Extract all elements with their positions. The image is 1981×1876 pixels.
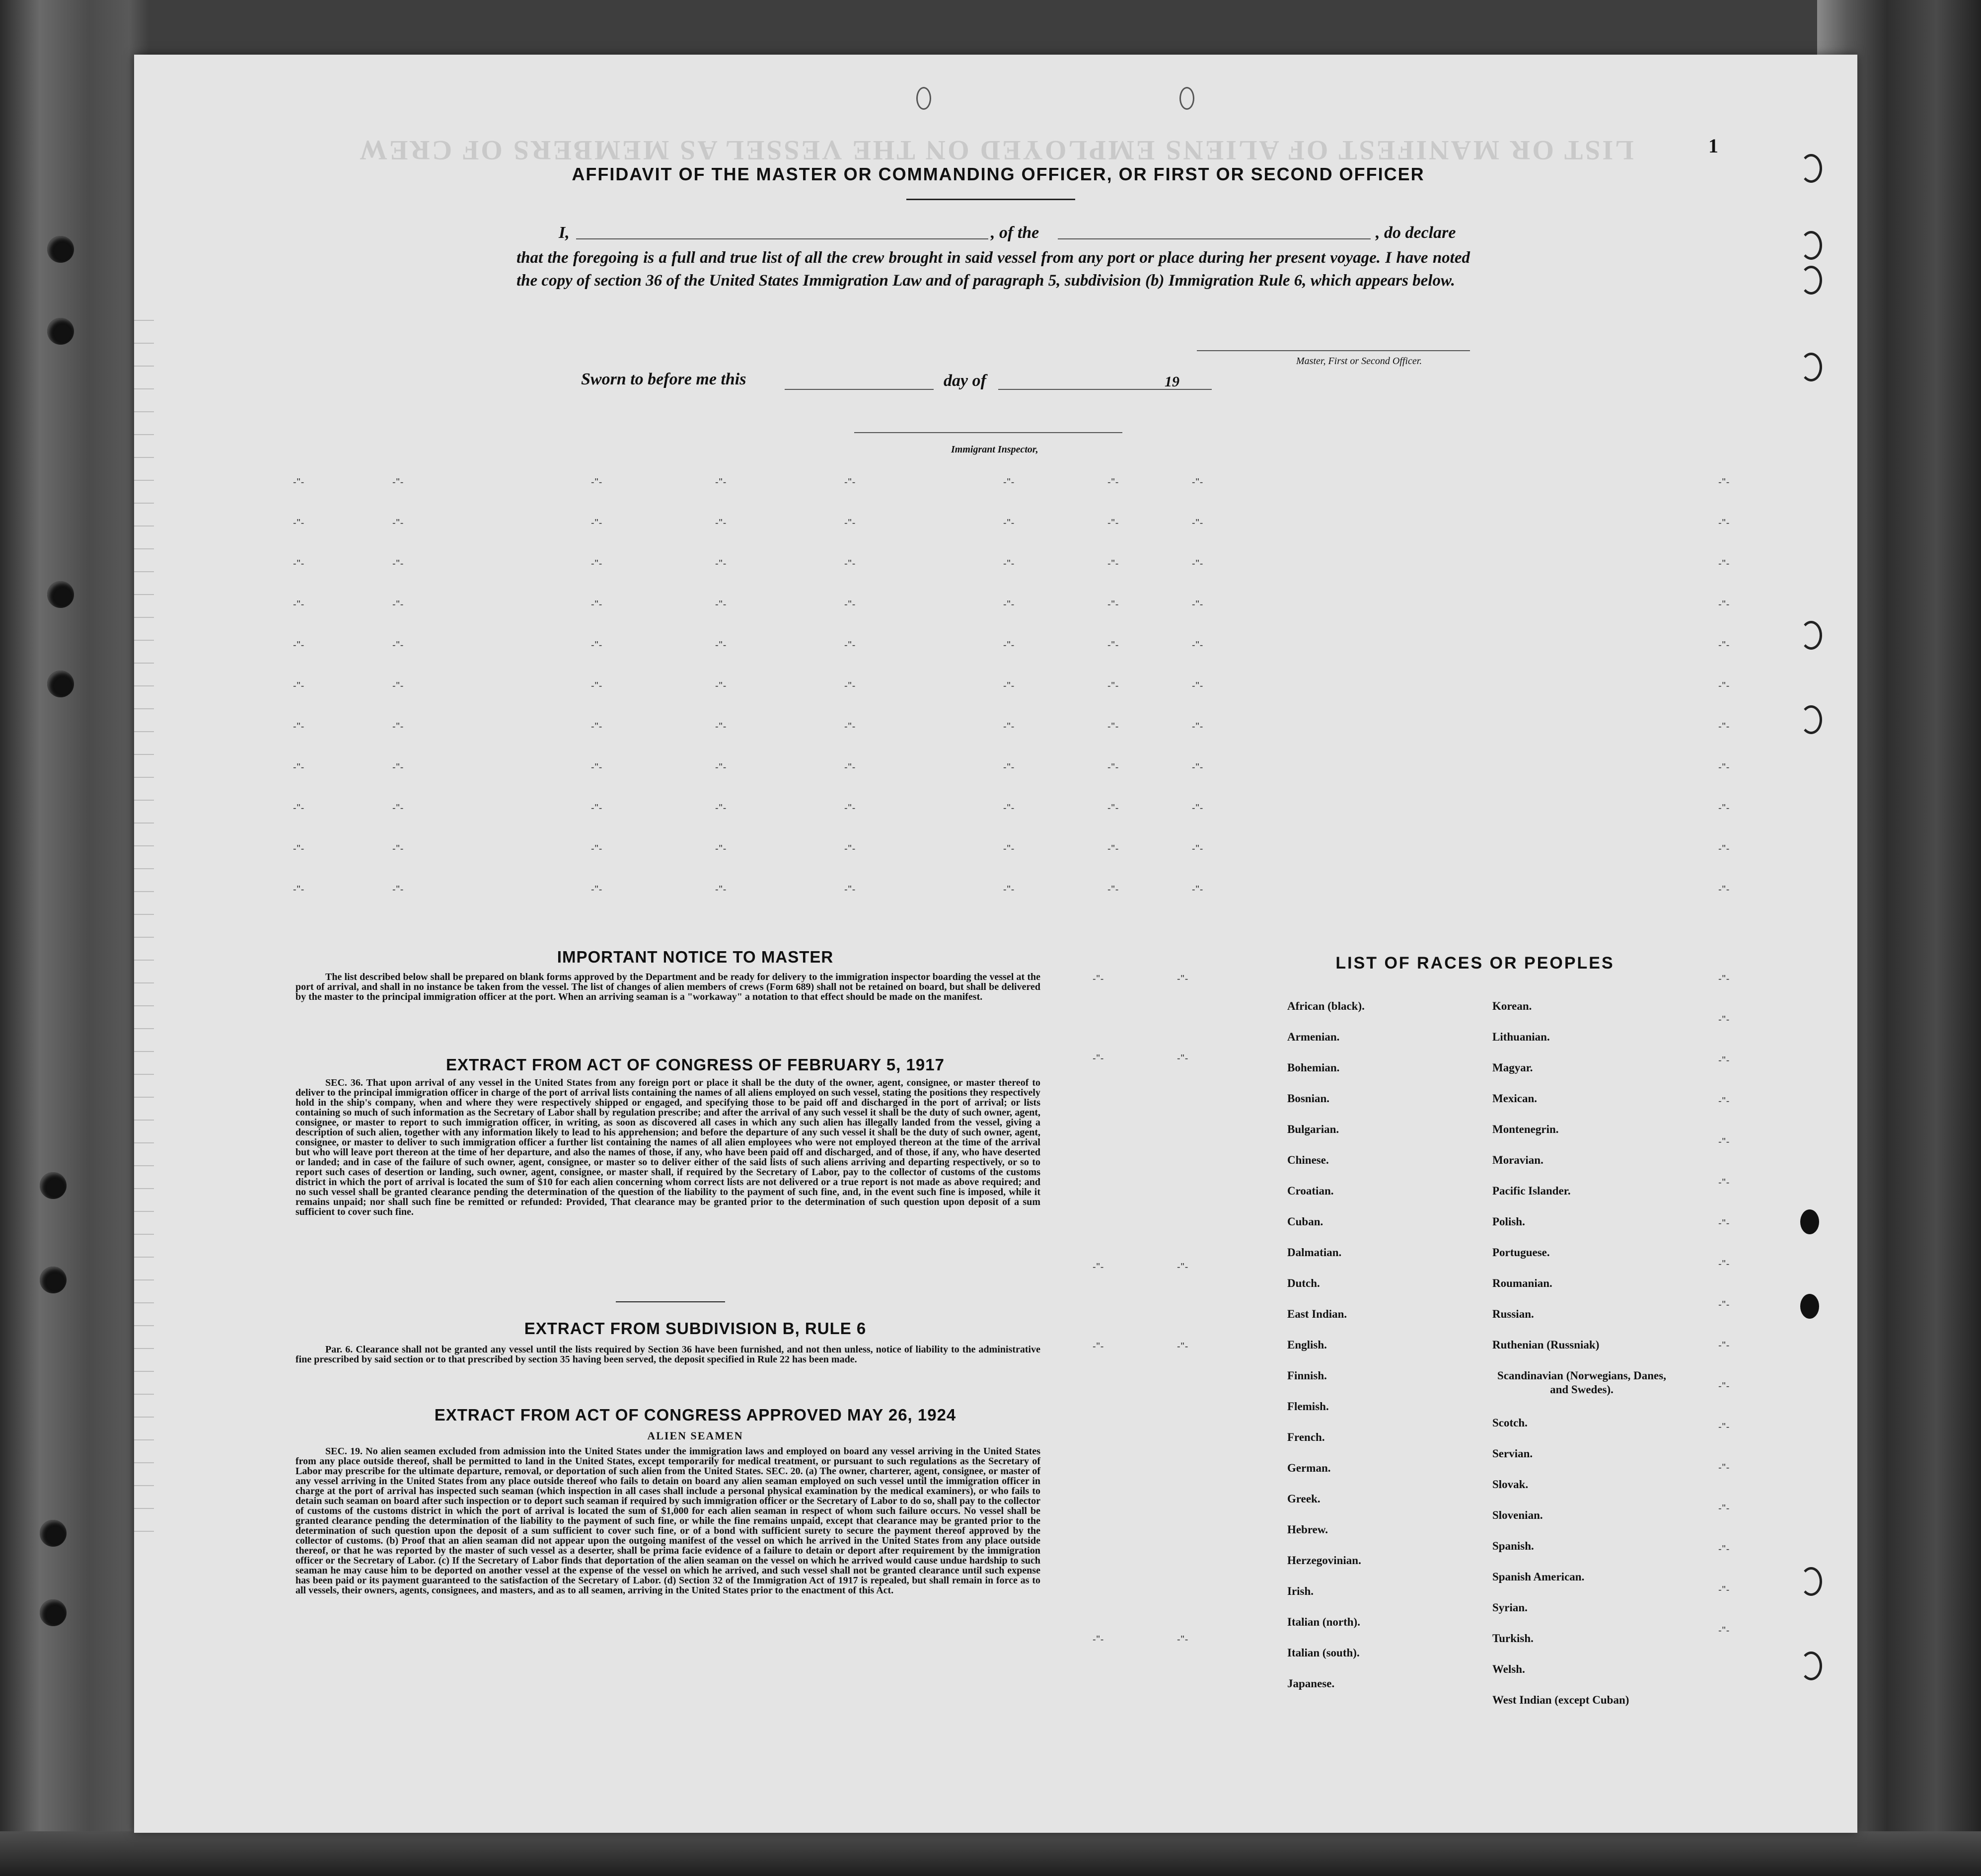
ditto-mark: -"- xyxy=(591,762,603,773)
ditto-mark: -"- xyxy=(1003,518,1015,528)
ditto-mark: -"- xyxy=(591,599,603,610)
ditto-mark: -"- xyxy=(293,803,305,814)
ditto-mark: -"- xyxy=(1093,1634,1104,1645)
race-entry: Servian. xyxy=(1492,1447,1533,1460)
ditto-mark: -"- xyxy=(715,803,727,814)
year-prefix: 19 xyxy=(1165,374,1179,390)
race-entry: Turkish. xyxy=(1492,1632,1534,1645)
ditto-mark: -"- xyxy=(1093,1341,1104,1352)
ditto-mark: -"- xyxy=(1177,1262,1189,1273)
ditto-mark: -"- xyxy=(1003,721,1015,732)
race-entry: Russian. xyxy=(1492,1308,1534,1320)
notice-text: The list described below shall be prepared on blank forms approved by the Department and be ready for delivery to the immigration inspector boarding the vessel at the port of arrival, and shall in no instance be taken from the vessel. The list of changes of alien members of crews (Form 689) shall not be retained on board, but shall be delivered by the master to the principal immigration officer at the port. When an arriving seaman is a "workaway" a notation to that effect should be made on the manifest. xyxy=(295,972,1040,1002)
affiant-name-line[interactable] xyxy=(576,238,988,239)
race-entry: Italian (north). xyxy=(1287,1616,1360,1628)
ditto-mark: -"- xyxy=(844,680,856,691)
ditto-mark: -"- xyxy=(392,721,404,732)
ditto-mark: -"- xyxy=(293,558,305,569)
ditto-mark: -"- xyxy=(1718,843,1730,854)
ditto-mark: -"- xyxy=(1192,762,1204,773)
ditto-mark: -"- xyxy=(1107,721,1119,732)
ditto-mark: -"- xyxy=(1192,599,1204,610)
race-entry: Pacific Islander. xyxy=(1492,1185,1571,1197)
ditto-mark: -"- xyxy=(293,599,305,610)
ditto-mark: -"- xyxy=(1003,803,1015,814)
race-entry: Polish. xyxy=(1492,1215,1525,1228)
ditto-mark: -"- xyxy=(293,477,305,488)
ditto-mark: -"- xyxy=(1192,721,1204,732)
ditto-mark: -"- xyxy=(1003,477,1015,488)
ditto-mark: -"- xyxy=(1718,1014,1730,1025)
ditto-mark: -"- xyxy=(591,477,603,488)
race-entry: Dutch. xyxy=(1287,1277,1320,1289)
ditto-mark: -"- xyxy=(844,477,856,488)
ditto-mark: -"- xyxy=(1718,558,1730,569)
race-entry: Herzegovinian. xyxy=(1287,1554,1361,1567)
ditto-mark: -"- xyxy=(1718,974,1730,984)
ditto-mark: -"- xyxy=(715,640,727,651)
ditto-mark: -"- xyxy=(1107,518,1119,528)
race-entry: Croatian. xyxy=(1287,1185,1334,1197)
ditto-mark: -"- xyxy=(1107,599,1119,610)
ditto-mark: -"- xyxy=(1718,1584,1730,1595)
ditto-mark: -"- xyxy=(844,558,856,569)
ditto-mark: -"- xyxy=(844,762,856,773)
race-entry: Japanese. xyxy=(1287,1677,1335,1690)
ditto-mark: -"- xyxy=(1718,1218,1730,1229)
ditto-mark: -"- xyxy=(844,518,856,528)
race-entry: Roumanian. xyxy=(1492,1277,1552,1289)
ditto-mark: -"- xyxy=(1107,762,1119,773)
ditto-mark: -"- xyxy=(1192,680,1204,691)
ditto-mark: -"- xyxy=(1718,477,1730,488)
extract-1924-title: EXTRACT FROM ACT OF CONGRESS APPROVED MAY 26, 1924 xyxy=(434,1406,956,1424)
ditto-mark: -"- xyxy=(1107,640,1119,651)
ditto-mark: -"- xyxy=(1003,762,1015,773)
race-entry: German. xyxy=(1287,1462,1331,1474)
race-entry: Moravian. xyxy=(1492,1154,1543,1166)
ditto-mark: -"- xyxy=(392,843,404,854)
ditto-mark: -"- xyxy=(1718,762,1730,773)
race-entry: Cuban. xyxy=(1287,1215,1323,1228)
ditto-mark: -"- xyxy=(844,843,856,854)
ditto-mark: -"- xyxy=(591,843,603,854)
ditto-mark: -"- xyxy=(1718,640,1730,651)
ditto-mark: -"- xyxy=(392,884,404,895)
ditto-mark: -"- xyxy=(1192,477,1204,488)
ditto-mark: -"- xyxy=(392,518,404,528)
ditto-mark: -"- xyxy=(293,680,305,691)
ditto-mark: -"- xyxy=(1718,1462,1730,1473)
ditto-mark: -"- xyxy=(1003,640,1015,651)
ditto-mark: -"- xyxy=(1107,803,1119,814)
ditto-mark: -"- xyxy=(1718,1625,1730,1636)
ditto-mark: -"- xyxy=(1718,1136,1730,1147)
ditto-mark: -"- xyxy=(1718,518,1730,528)
affiant-label: I, xyxy=(559,224,570,242)
ditto-mark: -"- xyxy=(293,884,305,895)
ditto-mark: -"- xyxy=(1718,1340,1730,1351)
title-rule xyxy=(906,199,1075,200)
ditto-mark: -"- xyxy=(1177,1341,1189,1352)
extract-1917-text: SEC. 36. That upon arrival of any vessel in the United States from any foreign port or place it shall be the duty of the owner, agent, consignee, or master thereof to deliver to the principal immigration officer in charge of the port of arrival lists containing the names of all aliens employed on such vessel, stating the positions they respectively hold in the ship's company, when and where they were respectively shipped or engaged, and specifying those to be paid off and discharged in the port of arrival; or lists containing so much of such information as the Secretary of Labor shall by regulation prescribe; and after the arrival of any such vessel it shall be the duty of such owner, agent, consignee, or master to report to such immigration officer, in writing, as soon as discovered all cases in which any such alien has illegally landed from the vessel, giving a description of such alien, together with any information likely to lead to his apprehension; and before the departure of any such vessel it shall be the duty of such owner, agent, consignee, or master to deliver to such immigration officer a further list containing the names of all alien employees who were not employed thereon at the time of the arrival but who will leave port thereon at the time of her departure, and also the names of those, if any, who have been paid off and discharged, and of those, if any, who have deserted or landed; and in case of the failure of such owner, agent, consignee, or master so to deliver either of the said lists of such aliens arriving and departing respectively, or so to report such cases of desertion or landing, such owner, agent, consignee, or master shall, if required by the Secretary of Labor, pay to the collector of customs of the customs district in which the port of arrival is located the sum of $10 for each alien concerning whom correct lists are not delivered or a true report is not made as above required; and no such vessel shall be granted clearance pending the determination of the question of the liability to the payment of such fine, and, in the event such fine is imposed, while it remains unpaid; nor shall such fine be remitted or refunded: Provided, That clearance may be granted prior to the determination of such question upon deposit of a sum sufficient to cover such fine. xyxy=(295,1077,1040,1217)
race-entry: Lithuanian. xyxy=(1492,1031,1550,1043)
ditto-mark: -"- xyxy=(1107,884,1119,895)
ditto-mark: -"- xyxy=(1192,558,1204,569)
ditto-mark: -"- xyxy=(1718,803,1730,814)
ditto-mark: -"- xyxy=(1718,1259,1730,1270)
page-number: 1 xyxy=(1708,135,1718,157)
ditto-mark: -"- xyxy=(1192,518,1204,528)
ditto-mark: -"- xyxy=(293,518,305,528)
ditto-mark: -"- xyxy=(1107,477,1119,488)
ditto-mark: -"- xyxy=(1107,680,1119,691)
ditto-mark: -"- xyxy=(392,599,404,610)
race-entry: Scotch. xyxy=(1492,1417,1528,1429)
ditto-mark: -"- xyxy=(1107,558,1119,569)
race-entry: Slovenian. xyxy=(1492,1509,1543,1521)
race-entry: Portuguese. xyxy=(1492,1246,1550,1259)
race-entry: Dalmatian. xyxy=(1287,1246,1342,1259)
extract-1924-text: SEC. 19. No alien seamen excluded from admission into the United States under the immigration laws and employed on board any vessel arriving in the United States from any place outside thereof, shall be permitted to land in the United States, except temporarily for medical treatment, or pursuant to such regulations as the Secretary of Labor may prescribe for the ultimate departure, removal, or deportation of such alien from the United States. SEC. 20. (a) The owner, charterer, agent, consignee, or master of any vessel arriving in the United States from any place outside thereof who fails to detain on board any alien seaman employed on such vessel until the immigration officer in charge at the port of arrival has inspected such seaman (which inspection in all cases shall include a personal physical examination by the medical examiners), or who fails to detain such seaman on board after such inspection or to deport such seaman if required by such immigration officer or the Secretary of Labor to do so, shall pay to the collector of customs of the customs district in which the port of arrival is located the sum of $1,000 for each alien seaman in respect of whom such failure occurs. No vessel shall be granted clearance pending the determination of the liability to the payment of such fine, or while the fine remains unpaid, except that clearance may be granted prior to the determination of such question upon the deposit of a sum sufficient to cover such fine, or of a bond with sufficient surety to secure the payment thereof approved by the collector of customs. (b) Proof that an alien seaman did not appear upon the outgoing manifest of the vessel on which he arrived in the United States from any place outside thereof, or that he was reported by the master of such vessel as a deserter, shall be prima facie evidence of a failure to detain or deport after requirement by the immigration officer or the Secretary of Labor. (c) If the Secretary of Labor finds that deportation of the alien seaman on the vessel on which he arrived would cause undue hardship to such seaman he may cause him to be deported on another vessel at the expense of the vessel on which he arrived, and such vessel shall not be granted clearance until such expense has been paid or its payment guaranteed to the satisfaction of the Secretary of Labor. (d) Section 32 of the Immigration Act of 1917 is repealed, but shall remain in force as to all vessels, their owners, agents, consignees, and masters, and as to all seamen, arriving in the United States prior to the enactment of this Act. xyxy=(295,1446,1040,1596)
extract-1917-title: EXTRACT FROM ACT OF CONGRESS OF FEBRUARY 5, 1917 xyxy=(446,1055,945,1074)
race-entry: East Indian. xyxy=(1287,1308,1347,1320)
inspector-label: Immigrant Inspector, xyxy=(951,444,1038,455)
race-entry: Mexican. xyxy=(1492,1092,1538,1105)
ditto-mark: -"- xyxy=(591,518,603,528)
ditto-mark: -"- xyxy=(1107,843,1119,854)
ditto-mark: -"- xyxy=(392,477,404,488)
race-entry: Montenegrin. xyxy=(1492,1123,1559,1135)
ditto-mark: -"- xyxy=(1718,1544,1730,1555)
ditto-mark: -"- xyxy=(591,884,603,895)
race-entry: African (black). xyxy=(1287,1000,1365,1012)
ditto-mark: -"- xyxy=(591,640,603,651)
ditto-mark: -"- xyxy=(844,599,856,610)
master-signature-line[interactable] xyxy=(1197,350,1470,351)
ditto-mark: -"- xyxy=(1718,1422,1730,1432)
ditto-mark: -"- xyxy=(715,518,727,528)
race-entry: Syrian. xyxy=(1492,1601,1528,1614)
ditto-mark: -"- xyxy=(1718,1055,1730,1066)
ditto-mark: -"- xyxy=(1003,884,1015,895)
ditto-mark: -"- xyxy=(1003,843,1015,854)
notice-title: IMPORTANT NOTICE TO MASTER xyxy=(557,948,834,966)
ditto-mark: -"- xyxy=(1003,599,1015,610)
ditto-mark: -"- xyxy=(844,721,856,732)
sworn-month-line[interactable] xyxy=(998,389,1212,390)
race-entry: Korean. xyxy=(1492,1000,1532,1012)
race-entry: Ruthenian (Russniak) xyxy=(1492,1339,1600,1351)
ditto-mark: -"- xyxy=(1718,721,1730,732)
vessel-label: , of the xyxy=(991,224,1039,242)
ditto-mark: -"- xyxy=(392,680,404,691)
race-entry: Irish. xyxy=(1287,1585,1314,1597)
ditto-mark: -"- xyxy=(844,803,856,814)
ditto-mark: -"- xyxy=(715,680,727,691)
ditto-mark: -"- xyxy=(715,721,727,732)
ditto-mark: -"- xyxy=(1718,1096,1730,1107)
ditto-mark: -"- xyxy=(715,884,727,895)
ditto-mark: -"- xyxy=(293,721,305,732)
ditto-mark: -"- xyxy=(715,558,727,569)
declare-label: , do declare xyxy=(1376,224,1456,242)
master-signature-label: Master, First or Second Officer. xyxy=(1296,356,1422,367)
ditto-mark: -"- xyxy=(1192,884,1204,895)
ditto-mark: -"- xyxy=(293,762,305,773)
ditto-mark: -"- xyxy=(1177,974,1189,984)
ditto-mark: -"- xyxy=(715,477,727,488)
ditto-mark: -"- xyxy=(1718,1503,1730,1514)
race-entry: French. xyxy=(1287,1431,1325,1443)
ditto-mark: -"- xyxy=(591,558,603,569)
ditto-mark: -"- xyxy=(1192,803,1204,814)
race-entry: Flemish. xyxy=(1287,1400,1329,1413)
ditto-mark: -"- xyxy=(392,640,404,651)
rule-6-title: EXTRACT FROM SUBDIVISION B, RULE 6 xyxy=(524,1319,867,1338)
ditto-mark: -"- xyxy=(1093,1262,1104,1273)
ditto-mark: -"- xyxy=(591,680,603,691)
race-entry: Bosnian. xyxy=(1287,1092,1330,1105)
ditto-mark: -"- xyxy=(1177,1634,1189,1645)
bleed-through-header: LIST OR MANIFEST OF ALIENS EMPLOYED ON THE VESSEL AS MEMBERS OF CREW xyxy=(358,135,1634,165)
ditto-mark: -"- xyxy=(1718,680,1730,691)
inspector-signature-line[interactable] xyxy=(854,432,1122,433)
ditto-mark: -"- xyxy=(1177,1053,1189,1064)
sworn-day-line[interactable] xyxy=(785,389,934,390)
ditto-mark: -"- xyxy=(1718,1177,1730,1188)
race-entry: Spanish. xyxy=(1492,1540,1534,1552)
section-rule xyxy=(616,1301,725,1302)
ditto-mark: -"- xyxy=(392,762,404,773)
race-entry: West Indian (except Cuban) xyxy=(1492,1694,1629,1706)
race-entry: Bulgarian. xyxy=(1287,1123,1339,1135)
ditto-mark: -"- xyxy=(715,843,727,854)
races-title: LIST OF RACES OR PEOPLES xyxy=(1335,954,1614,973)
ditto-mark: -"- xyxy=(1718,1299,1730,1310)
ditto-mark: -"- xyxy=(1718,884,1730,895)
ditto-mark: -"- xyxy=(1003,558,1015,569)
ditto-mark: -"- xyxy=(715,599,727,610)
extract-1924-subtitle: ALIEN SEAMEN xyxy=(647,1429,743,1442)
race-entry: English. xyxy=(1287,1339,1327,1351)
ditto-mark: -"- xyxy=(392,803,404,814)
race-entry: Hebrew. xyxy=(1287,1523,1328,1536)
ditto-mark: -"- xyxy=(293,843,305,854)
ditto-mark: -"- xyxy=(293,640,305,651)
race-entry: Slovak. xyxy=(1492,1478,1529,1491)
ditto-mark: -"- xyxy=(591,721,603,732)
ditto-mark: -"- xyxy=(1192,843,1204,854)
rule-6-text: Par. 6. Clearance shall not be granted any vessel until the lists required by Section 36 have been furnished, and not then unless, notice of liability to the administrative fine prescribed by said section or to that prescribed by section 35 having been served, the deposit specified in Rule 22 has been made. xyxy=(295,1344,1040,1365)
race-entry: Finnish. xyxy=(1287,1369,1327,1382)
race-entry: Magyar. xyxy=(1492,1061,1533,1074)
affidavit-title: AFFIDAVIT OF THE MASTER OR COMMANDING OFFICER, OR FIRST OR SECOND OFFICER xyxy=(572,164,1425,184)
ditto-mark: -"- xyxy=(1093,1053,1104,1064)
race-entry: Armenian. xyxy=(1287,1031,1340,1043)
sworn-label: Sworn to before me this xyxy=(581,370,746,388)
race-entry: Welsh. xyxy=(1492,1663,1525,1675)
race-entry: Scandinavian (Norwegians, Danes, and Swedes). xyxy=(1497,1369,1666,1396)
race-entry: Bohemian. xyxy=(1287,1061,1340,1074)
ditto-mark: -"- xyxy=(1718,1381,1730,1392)
ditto-mark: -"- xyxy=(844,884,856,895)
day-of-label: day of xyxy=(944,372,986,390)
ditto-mark: -"- xyxy=(392,558,404,569)
ditto-mark: -"- xyxy=(1718,599,1730,610)
ditto-mark: -"- xyxy=(715,762,727,773)
ditto-mark: -"- xyxy=(1192,640,1204,651)
race-entry: Spanish American. xyxy=(1492,1571,1585,1583)
race-entry: Greek. xyxy=(1287,1493,1321,1505)
ditto-mark: -"- xyxy=(591,803,603,814)
ditto-mark: -"- xyxy=(1093,974,1104,984)
ditto-mark: -"- xyxy=(1003,680,1015,691)
race-entry: Chinese. xyxy=(1287,1154,1329,1166)
race-entry: Italian (south). xyxy=(1287,1647,1360,1659)
ditto-mark: -"- xyxy=(844,640,856,651)
affidavit-text: that the foregoing is a full and true list of all the crew brought in said vessel from any port or place during her present voyage. I have noted the copy of section 36 of the United States Immigration Law and of paragraph 5, subdivision (b) Immigration Rule 6, which appears below. xyxy=(516,249,1470,290)
vessel-name-line[interactable] xyxy=(1058,238,1371,239)
